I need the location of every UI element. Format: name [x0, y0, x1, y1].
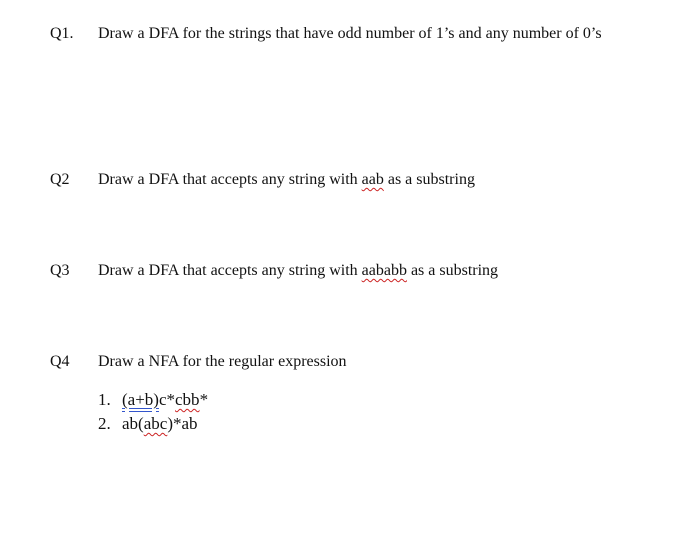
question-1-number: Q1. — [50, 25, 74, 42]
question-4-text — [98, 352, 347, 372]
question-3-text — [98, 261, 498, 281]
question-2-text-suffix: as a substring — [383, 171, 475, 188]
expression-item-2-part-c: )*ab — [167, 414, 198, 433]
question-1-text-main: Draw a DFA for the strings that have odd number of 1’s and any number of 0’s — [98, 25, 602, 42]
question-4-text-main: Draw a NFA for the regular expression — [98, 353, 347, 370]
question-4-expression-list — [98, 388, 208, 436]
expression-item-2 — [98, 412, 208, 436]
question-2-substring: aab — [361, 171, 384, 188]
expression-item-2-part-a: ab( — [122, 414, 144, 433]
expression-item-1-part-a: (a+b) — [122, 390, 159, 409]
question-3-number: Q3 — [50, 262, 70, 279]
question-4-number: Q4 — [50, 353, 70, 370]
expression-item-1-part-c: cbb — [175, 390, 200, 409]
question-1-text — [98, 24, 602, 44]
expression-item-1-number: 1. — [98, 390, 111, 409]
question-3-text-prefix: Draw a DFA that accepts any string with — [98, 262, 362, 279]
question-3-substring: aababb — [361, 262, 407, 279]
expression-item-2-part-b: abc — [143, 414, 168, 433]
expression-item-1 — [98, 388, 208, 412]
question-2-text-prefix: Draw a DFA that accepts any string with — [98, 171, 362, 188]
question-2-text — [98, 170, 475, 190]
expression-item-2-number: 2. — [98, 414, 111, 433]
expression-item-1-part-b: c* — [158, 390, 176, 409]
expression-item-1-part-d: * — [199, 390, 209, 409]
question-3-text-suffix: as a substring — [406, 262, 499, 279]
question-2-number: Q2 — [50, 171, 70, 188]
